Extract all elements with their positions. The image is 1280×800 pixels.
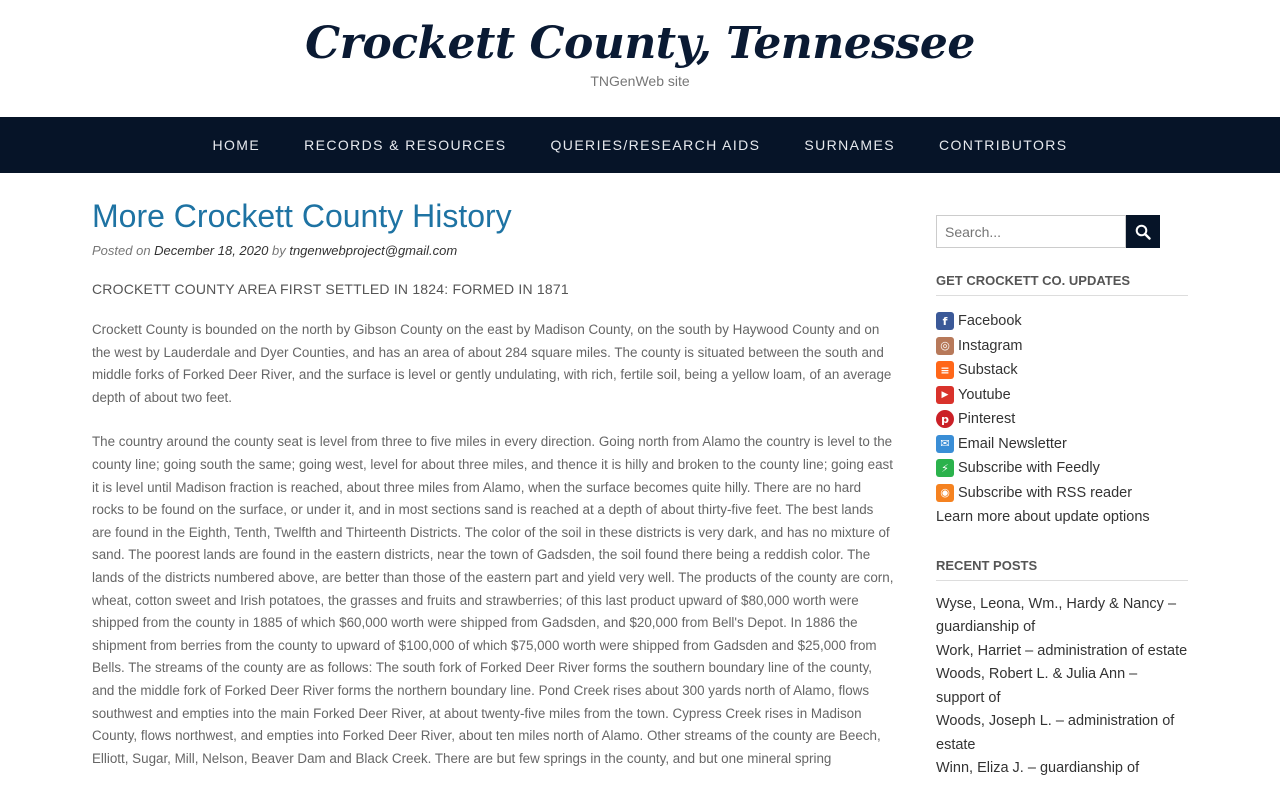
main-nav bbox=[0, 117, 1280, 173]
learn-more bbox=[936, 505, 1188, 530]
nav-item-surnames[interactable]: SURNAMES bbox=[804, 137, 895, 153]
update-link[interactable]: Instagram bbox=[958, 337, 1023, 354]
feedly-icon: ⚡ bbox=[936, 459, 954, 477]
site-header bbox=[0, 0, 1280, 117]
recent-posts-title: RECENT POSTS bbox=[936, 558, 1188, 581]
recent-posts-list bbox=[936, 593, 1188, 781]
recent-post-item bbox=[936, 640, 1188, 664]
facebook-icon: f bbox=[936, 312, 954, 330]
update-item-feedly[interactable] bbox=[936, 456, 1188, 481]
nav-item-contributors[interactable]: CONTRIBUTORS bbox=[938, 137, 1068, 153]
recent-post-link[interactable]: Wyse, Leona, Wm., Hardy & Nancy – guardianship of bbox=[936, 595, 1177, 635]
post-content bbox=[92, 173, 894, 770]
update-link[interactable]: Pinterest bbox=[958, 411, 1016, 428]
updates-widget-title: GET CROCKETT CO. UPDATES bbox=[936, 273, 1188, 296]
search-icon bbox=[1135, 224, 1151, 240]
posted-on-label: Posted on bbox=[92, 243, 151, 258]
updates-list bbox=[936, 309, 1188, 505]
email-icon: ✉ bbox=[936, 435, 954, 453]
update-item-rss[interactable] bbox=[936, 481, 1188, 506]
nav-item-records-resources[interactable]: RECORDS & RESOURCES bbox=[304, 137, 507, 153]
update-link[interactable]: Youtube bbox=[958, 386, 1011, 403]
site-tagline: TNGenWeb site bbox=[590, 73, 690, 89]
update-item-pinterest[interactable] bbox=[936, 407, 1188, 432]
youtube-icon: ▶ bbox=[936, 386, 954, 404]
nav-item-home[interactable]: HOME bbox=[212, 137, 261, 153]
update-link[interactable]: Substack bbox=[958, 362, 1018, 379]
post-paragraph: Crockett County is bounded on the north by Gibson County on the east by Madison County, on the south by Haywood County and on the west by Lauderdale and Dyer Counties, and has an area of about 284 square miles. The county is situated between the south and middle forks of Forked Deer River, and the surface is level or gently undulating, with rich, fertile soil, being a yellow loam, of an average depth of about two feet. bbox=[92, 322, 892, 405]
search-input[interactable] bbox=[936, 215, 1126, 248]
update-link[interactable]: Facebook bbox=[958, 313, 1022, 330]
recent-post-item bbox=[936, 663, 1188, 710]
post-paragraph: The country around the county seat is level from three to five miles in every direction. Going north from Alamo the country is level to the county line; going south the same; going west, level for about three miles, and thence it is hilly and broken to the county line; going east it is level until Madison fraction is reached, about three miles from Alamo, when the surface becomes quite hilly. There are no hard rocks to be found on the surface, or under it, and in most sections sand is reached at a depth of about thirty-five feet. The best lands are found in the Eighth, Tenth, Twelfth and Thirteenth Districts. The color of the soil in these districts is very dark, and has no mixture of sand. The poorest lands are found in the eastern districts, near the town of Gadsden, the soil found there being a reddish color. The lands of the districts numbered above, are better than those of the eastern part and yield very well. The products of the county are corn, wheat, cotton sweet and Irish potatoes, the grasses and fruits and strawberries; of this last product upward of $80,000 worth were shipped from the county in 1885 of which $60,000 worth were shipped from Gadsden, and $20,000 from Bell's Depot. In 1886 the shipment from berries from the county to upward of $100,000 of which $75,000 worth were shipped from Gadsden and $25,000 from Bells. The streams of the county are as follows: The south fork of Forked Deer River forms the southern boundary line of the county, and the middle fork of Forked Deer River forms the northern boundary line. Pond Creek rises about 300 yards north of Alamo, flows southwest and empties into the main Forked Deer River, at about twenty-five miles from the town. Cypress Creek rises in Madison County, flows northwest, and empties into Forked Deer River, about ten miles north of Alamo. Other streams of the county are Beech, Elliott, Sugar, Mill, Nelson, Beaver Dam and Black Creek. There are but few springs in the county, and but one mineral spring bbox=[92, 434, 894, 766]
recent-post-link[interactable]: Work, Harriet – administration of estate bbox=[936, 642, 1188, 659]
updates-widget bbox=[936, 273, 1188, 530]
recent-posts-widget bbox=[936, 558, 1188, 781]
post-subheading: CROCKETT COUNTY AREA FIRST SETTLED IN 1824: FORMED IN 1871 bbox=[92, 281, 569, 297]
update-item-substack[interactable] bbox=[936, 358, 1188, 383]
rss-icon: ◉ bbox=[936, 484, 954, 502]
pinterest-icon: p bbox=[936, 410, 954, 428]
nav-item-queries-research-aids[interactable]: QUERIES/RESEARCH AIDS bbox=[550, 137, 761, 153]
learn-more-link[interactable]: Learn more about update options bbox=[936, 509, 1150, 526]
search-form bbox=[936, 215, 1188, 248]
recent-post-item bbox=[936, 710, 1188, 757]
update-item-facebook[interactable] bbox=[936, 309, 1188, 334]
post-meta bbox=[92, 243, 894, 258]
update-link[interactable]: Subscribe with RSS reader bbox=[958, 484, 1133, 501]
post-date-link[interactable]: December 18, 2020 bbox=[154, 243, 269, 258]
update-link[interactable]: Email Newsletter bbox=[958, 435, 1067, 452]
recent-post-link[interactable]: Woods, Joseph L. – administration of estate bbox=[936, 713, 1175, 753]
site-title[interactable]: Crockett County, Tennessee bbox=[305, 18, 975, 69]
recent-post-item bbox=[936, 757, 1188, 781]
update-link[interactable]: Subscribe with Feedly bbox=[958, 460, 1100, 477]
recent-post-link[interactable]: Winn, Eliza J. – guardianship of bbox=[936, 760, 1140, 776]
recent-post-link[interactable]: Woods, Robert L. & Julia Ann – support of bbox=[936, 666, 1138, 706]
update-item-instagram[interactable] bbox=[936, 334, 1188, 359]
substack-icon: ≡ bbox=[936, 361, 954, 379]
instagram-icon: ◎ bbox=[936, 337, 954, 355]
update-item-email[interactable] bbox=[936, 432, 1188, 457]
search-button[interactable] bbox=[1126, 215, 1160, 248]
sidebar bbox=[936, 215, 1188, 781]
update-item-youtube[interactable] bbox=[936, 383, 1188, 408]
post-author-link[interactable]: tngenwebproject@gmail.com bbox=[289, 243, 458, 258]
recent-post-item bbox=[936, 593, 1188, 640]
post-title: More Crockett County History bbox=[92, 198, 512, 234]
by-label: by bbox=[271, 243, 286, 258]
